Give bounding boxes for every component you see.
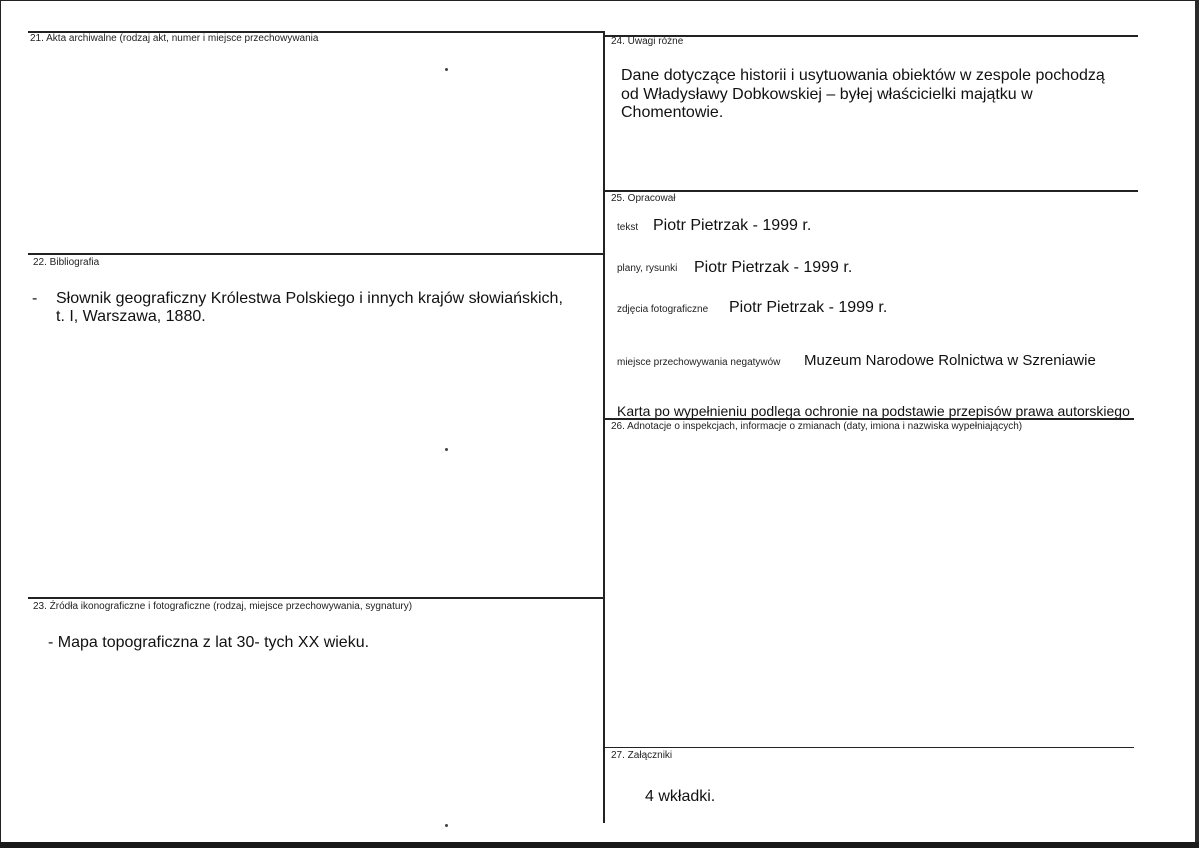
negatywy-label: miejsce przechowywania negatywów [617,357,781,368]
tekst-label: tekst [617,222,639,233]
section-22-line [28,253,603,255]
section-22-label: 22. Bibliografia [33,257,100,268]
dot-mark [445,824,448,827]
scan-edge [1195,0,1199,848]
section-26-line [604,418,1134,420]
column-divider [603,31,605,823]
bibliography-line-1: Słownik geograficzny Królestwa Polskiego i innych krajów słowiańskich, [56,290,563,307]
negatywy-value: Muzeum Narodowe Rolnictwa w Szreniawie [804,352,1096,369]
scan-shadow [0,842,1199,848]
section-23-label: 23. Źródła ikonograficzne i fotograficzne (rodzaj, miejsce przechowywania, sygnatury) [33,601,413,612]
top-line-right [604,35,1138,37]
remarks-line-2: od Władysławy Dobkowskiej – byłej właścicielki majątku w [621,86,1033,103]
plany-value: Piotr Pietrzak - 1999 r. [694,259,853,276]
section-24-label: 24. Uwagi różne [611,36,684,47]
remarks-line-3: Chomentowie. [621,104,724,121]
dot-mark [445,448,448,451]
section-25-label: 25. Opracował [611,193,676,204]
section-21-label: 21. Akta archiwalne (rodzaj akt, numer i miejsce przechowywania [30,33,319,44]
remarks-line-1: Dane dotyczące historii i usytuowania obiektów w zespole pochodzą [621,67,1105,84]
iconography-entry: - Mapa topograficzna z lat 30- tych XX wieku. [48,634,370,651]
copyright-notice: Karta po wypełnieniu podlega ochronie na podstawie przepisów prawa autorskiego [617,403,1130,419]
section-26-label: 26. Adnotacje o inspekcjach, informacje o zmianach (daty, imiona i nazwiska wypełniających) [611,421,1023,432]
section-23-line [28,597,603,599]
dot-mark [445,68,448,71]
section-27-line [604,747,1134,748]
bibliography-line-2: t. I, Warszawa, 1880. [56,308,206,325]
attachments-value: 4 wkładki. [645,788,716,805]
plany-label: plany, rysunki [617,263,678,274]
zdjecia-label: zdjęcia fotograficzne [617,304,709,315]
tekst-value: Piotr Pietrzak - 1999 r. [653,217,812,234]
section-27-label: 27. Załączniki [611,750,673,761]
section-25-line [604,190,1138,192]
bibliography-bullet: - [32,290,38,307]
zdjecia-value: Piotr Pietrzak - 1999 r. [729,299,888,316]
